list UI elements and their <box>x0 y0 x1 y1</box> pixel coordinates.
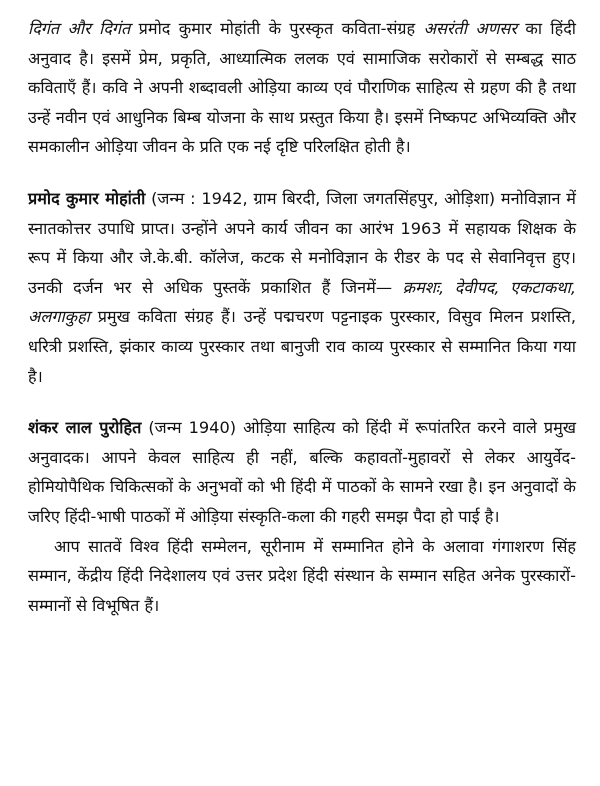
translator-bio-paragraph <box>28 413 576 620</box>
poet-works-list: क्रमशः, देवीपद, एकटाकथा, अलगाकुहा <box>28 277 576 327</box>
original-book-title: असरंती अणसर <box>423 19 517 38</box>
book-description-text: प्रमोद कुमार मोहांती के पुरस्कृत कविता-संग्रह <box>130 19 424 38</box>
book-description-text-continued: का हिंदी अनुवाद है। इसमें प्रेम, प्रकृति, आध्यात्मिक ललक एवं सामाजिक सरोकारों से सम्बद्ध साठ कविताएँ हैं। कवि ने अपनी शब्दावली ओड़िया काव्य एवं पौराणिक साहित्य से ग्रहण की है तथा उन्हें नवीन एवं आधुनिक बिम्ब योजना के साथ प्रस्तुत किया है। इसमें निष्कपट अभिव्यक्ति और समकालीन ओड़िया जीवन के प्रति एक नई दृष्टि परिलक्षित होती है। <box>28 19 577 157</box>
poet-bio-text-continued: प्रमुख कविता संग्रह हैं। उन्हें पद्मचरण पट्टनाइक पुरस्कार, विसुव मिलन प्रशस्ति, धरित्री प्रशस्ति, झंकार काव्य पुरस्कार तथा बानुजी राव काव्य पुरस्कार से सम्मानित किया गया है। <box>28 307 576 386</box>
translator-name: शंकर लाल पुरोहित <box>28 418 142 438</box>
book-description-paragraph <box>28 14 576 162</box>
translator-honours-text: आप सातवें विश्व हिंदी सम्मेलन, सूरीनाम में सम्मानित होने के अलावा गंगाशरण सिंह सम्मान, केंद्रीय हिंदी निदेशालय एवं उत्तर प्रदेश हिंदी संस्थान के सम्मान सहित अनेक पुरस्कारों-सम्मानों से विभूषित हैं। <box>28 536 576 615</box>
poet-name: प्रमोद कुमार मोहांती <box>28 188 146 208</box>
document-page <box>28 14 576 620</box>
translator-bio-first-part <box>28 413 576 531</box>
poet-bio-text: (जन्म : 1942, ग्राम बिरदी, जिला जगतसिंहपुर, ओड़िशा) मनोविज्ञान में स्नातकोत्तर उपाधि प्राप्त। उन्होंने अपने कार्य जीवन का आरंभ 1963 में सहायक शिक्षक के रूप में किया और जे.के.बी. कॉलेज, कटक से मनोविज्ञान के रीडर के पद से सेवानिवृत्त हुए। उनकी दर्जन भर से अधिक पुस्तकें प्रकाशित हैं जिनमें— <box>28 188 576 297</box>
poet-bio-paragraph <box>28 184 576 391</box>
translator-bio-text: (जन्म 1940) ओड़िया साहित्य को हिंदी में रूपांतरित करने वाले प्रमुख अनुवादक। आपने केवल साहित्य ही नहीं, बल्कि कहावतों-मुहावरों से लेकर आयुर्वेद-होमियोपैथिक चिकित्सकों के अनुभवों को भी हिंदी में पाठकों के सामने रखा है। इन अनुवादों के जरिए हिंदी-भाषी पाठकों में ओड़िया संस्कृति-कला की गहरी समझ पैदा हो पाई है। <box>28 418 576 526</box>
book-title: दिगंत और दिगंत <box>28 19 131 38</box>
